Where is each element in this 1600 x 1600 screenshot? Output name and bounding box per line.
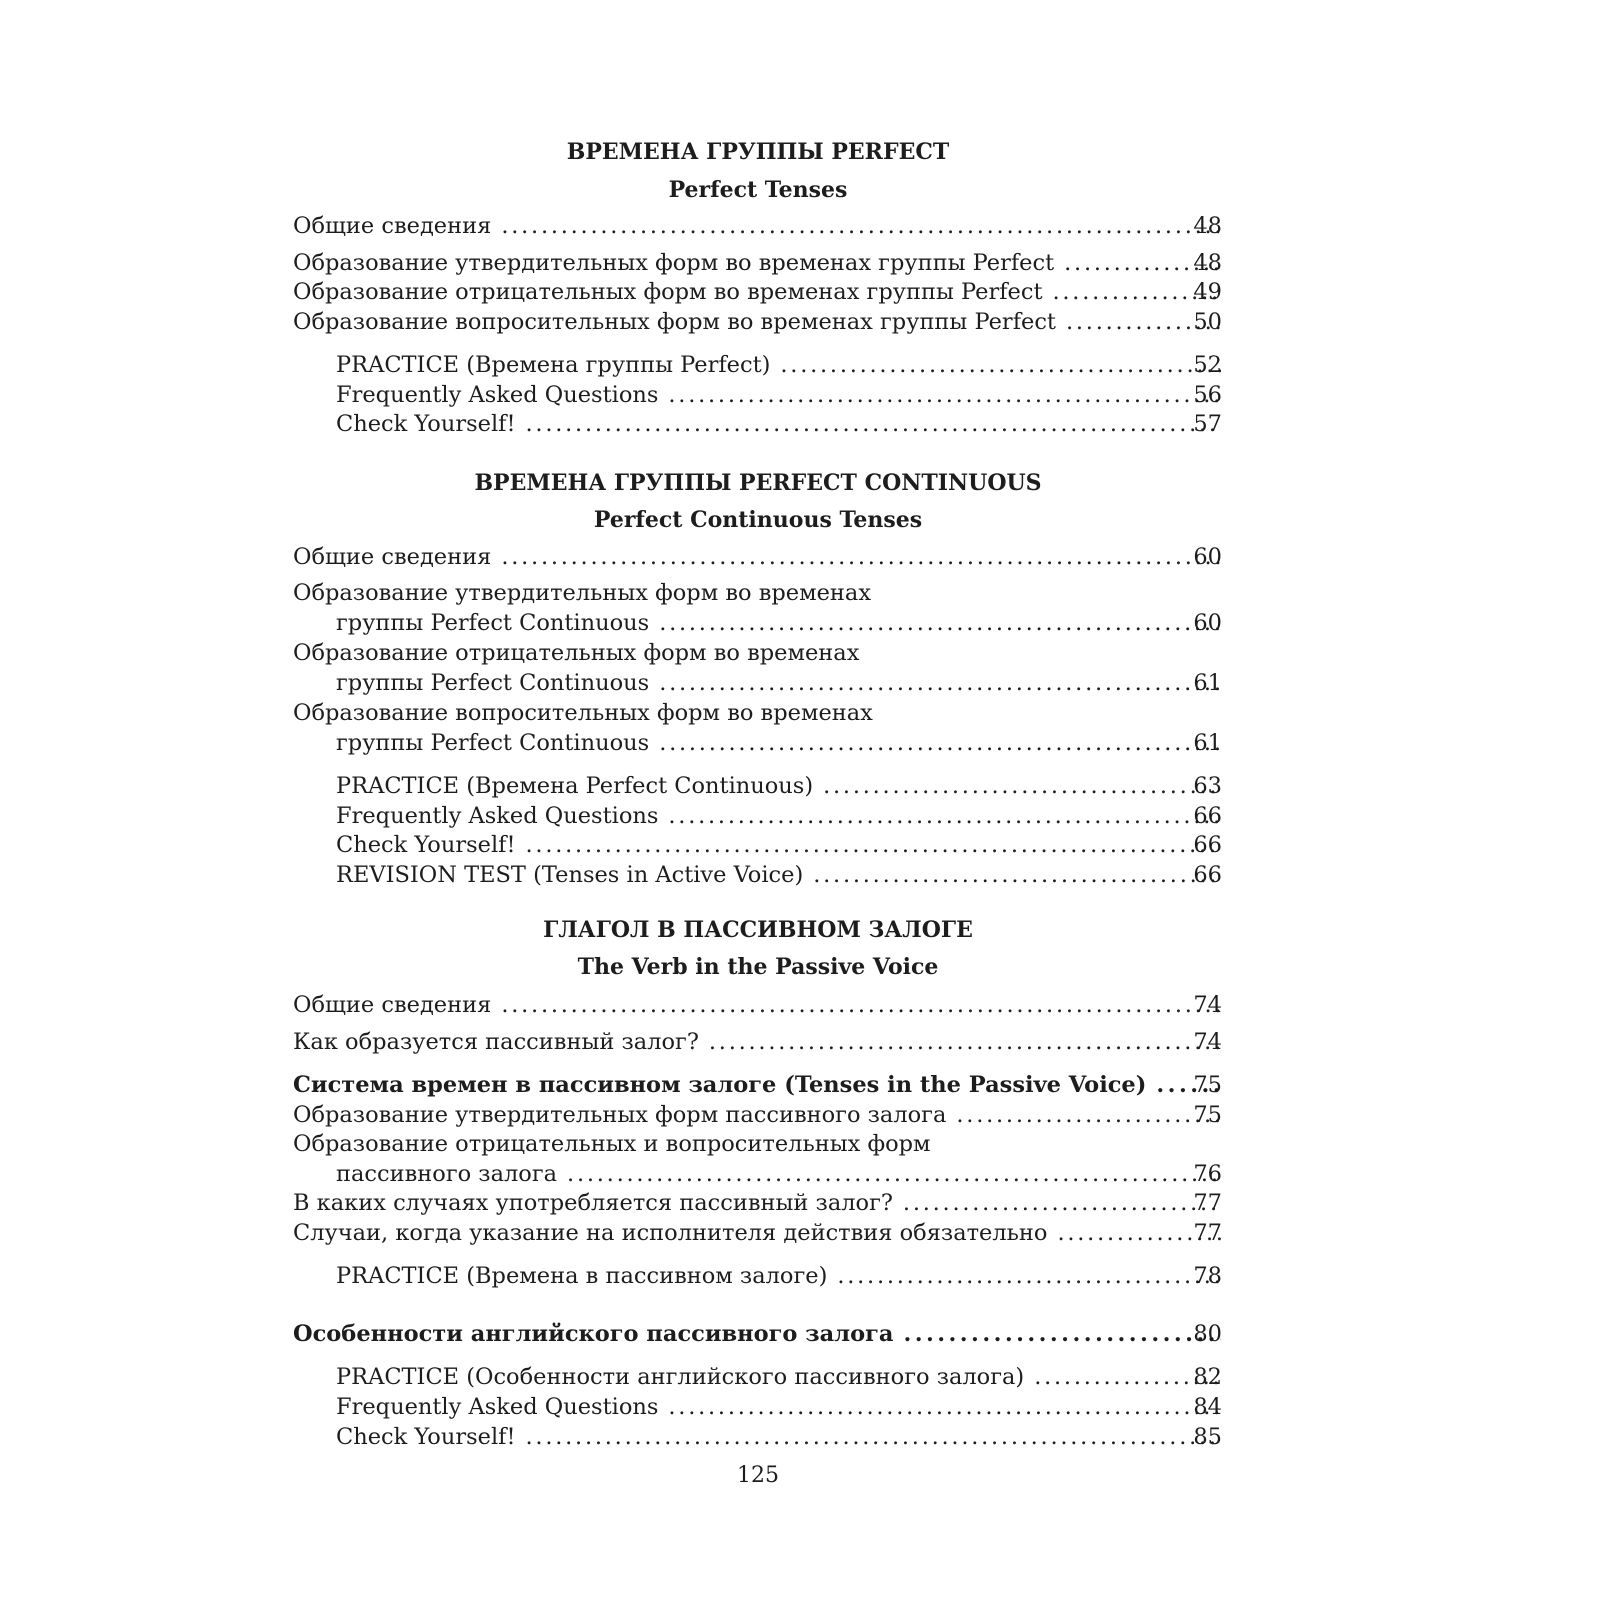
toc-entry[interactable]: [293, 1101, 1221, 1129]
page-number: 125: [737, 1463, 779, 1488]
toc-entry[interactable]: [293, 991, 1221, 1019]
entry-title: пассивного залога: [336, 1160, 567, 1188]
toc-entry[interactable]: [293, 308, 1221, 336]
leader-dots: [659, 729, 1221, 757]
leader-dots: [526, 831, 1221, 859]
toc-entry[interactable]: [293, 351, 1221, 379]
entry-page-number: 50: [1193, 309, 1222, 335]
entry-title: Frequently Asked Questions: [336, 1393, 668, 1421]
toc-entry[interactable]: [293, 861, 1221, 889]
entry-title: PRACTICE (Особенности английского пассивного залога): [336, 1363, 1034, 1391]
leader-dots: [813, 861, 1221, 889]
entry-page-number: 48: [1193, 250, 1222, 276]
leader-dots: [903, 1189, 1221, 1217]
entry-page-number: 60: [1193, 544, 1222, 570]
toc-entry[interactable]: [293, 1423, 1221, 1451]
entry-page-number: 77: [1193, 1190, 1222, 1216]
entry-page-number: 80: [1193, 1321, 1222, 1347]
toc-entry[interactable]: [293, 1028, 1221, 1056]
toc-entry[interactable]: [293, 1363, 1221, 1391]
entry-page-number: 61: [1193, 730, 1222, 756]
toc-entry[interactable]: [293, 1393, 1221, 1421]
entry-page-number: 57: [1193, 411, 1222, 437]
entry-title: Образование вопросительных форм во временах группы Perfect: [293, 308, 1066, 336]
entry-page-number: 66: [1193, 832, 1222, 858]
leader-dots: [501, 991, 1221, 1019]
entry-title: PRACTICE (Времена Perfect Continuous): [336, 772, 823, 800]
entry-page-number: 78: [1193, 1263, 1222, 1289]
entry-title: группы Perfect Continuous: [336, 669, 659, 697]
toc-entry[interactable]: [293, 1131, 1222, 1188]
toc-entry[interactable]: [293, 249, 1221, 277]
entry-title: Check Yourself!: [336, 831, 526, 859]
leader-dots: [659, 609, 1221, 637]
leader-dots: [659, 669, 1221, 697]
entry-title-first-line: Образование вопросительных форм во временах: [293, 700, 873, 726]
entry-page-number: 76: [1193, 1161, 1222, 1187]
entry-page-number: 75: [1193, 1072, 1222, 1098]
entry-title: PRACTICE (Времена в пассивном залоге): [336, 1262, 837, 1290]
entry-page-number: 60: [1193, 610, 1222, 636]
entry-page-number: 74: [1193, 992, 1222, 1018]
leader-dots: [837, 1262, 1221, 1290]
toc-entry[interactable]: [293, 802, 1221, 830]
entry-title: REVISION TEST (Tenses in Active Voice): [336, 861, 813, 889]
entry-title: Общие сведения: [293, 991, 501, 1019]
leader-dots: [709, 1028, 1221, 1056]
leader-dots: [823, 772, 1221, 800]
entry-title: Система времен в пассивном залоге (Tenses in the Passive Voice): [293, 1071, 1156, 1099]
section-title: ВРЕМЕНА ГРУППЫ PERFECT CONTINUOUS: [474, 470, 1042, 496]
entry-title-first-line: Образование отрицательных форм во временах: [293, 640, 860, 666]
toc-entry[interactable]: [293, 772, 1221, 800]
entry-page-number: 49: [1193, 279, 1222, 305]
entry-title: Check Yourself!: [336, 1423, 526, 1451]
entry-title: Образование утвердительных форм во временах группы Perfect: [293, 249, 1064, 277]
entry-title: Frequently Asked Questions: [336, 381, 668, 409]
entry-title: Образование отрицательных форм во временах группы Perfect: [293, 278, 1053, 306]
toc-entry[interactable]: [293, 1320, 1221, 1348]
toc-entry[interactable]: [293, 410, 1221, 438]
toc-entry[interactable]: [293, 1262, 1221, 1290]
leader-dots: [526, 410, 1221, 438]
entry-title: В каких случаях употребляется пассивный залог?: [293, 1189, 903, 1217]
entry-title: Frequently Asked Questions: [336, 802, 668, 830]
toc-entry[interactable]: [293, 543, 1221, 571]
entry-title: Общие сведения: [293, 543, 501, 571]
entry-page-number: 85: [1193, 1424, 1222, 1450]
entry-title: Общие сведения: [293, 212, 501, 240]
entry-title: PRACTICE (Времена группы Perfect): [336, 351, 780, 379]
leader-dots: [668, 381, 1221, 409]
entry-title: группы Perfect Continuous: [336, 609, 659, 637]
toc-entry[interactable]: [293, 1219, 1221, 1247]
toc-entry[interactable]: [293, 580, 1222, 637]
entry-title: Случаи, когда указание на исполнителя действия обязательно: [293, 1219, 1057, 1247]
entry-page-number: 52: [1193, 352, 1222, 378]
entry-page-number: 77: [1193, 1220, 1222, 1246]
section-title: ГЛАГОЛ В ПАССИВНОМ ЗАЛОГЕ: [543, 917, 973, 943]
leader-dots: [501, 212, 1221, 240]
entry-title: группы Perfect Continuous: [336, 729, 659, 757]
toc-entry[interactable]: [293, 640, 1222, 697]
entry-page-number: 56: [1193, 382, 1222, 408]
entry-page-number: 75: [1193, 1102, 1222, 1128]
toc-entry[interactable]: [293, 212, 1221, 240]
entry-title: Особенности английского пассивного залога: [293, 1320, 903, 1348]
section-subtitle: Perfect Tenses: [668, 177, 848, 203]
entry-title-first-line: Образование отрицательных и вопросительных форм: [293, 1131, 931, 1157]
leader-dots: [668, 1393, 1221, 1421]
entry-title: Образование утвердительных форм пассивного залога: [293, 1101, 956, 1129]
entry-page-number: 63: [1193, 773, 1222, 799]
section-title: ВРЕМЕНА ГРУППЫ PERFECT: [566, 139, 950, 165]
toc-entry[interactable]: [293, 381, 1221, 409]
leader-dots: [501, 543, 1221, 571]
entry-page-number: 82: [1193, 1364, 1222, 1390]
section-subtitle: Perfect Continuous Tenses: [593, 507, 923, 533]
entry-title: Как образуется пассивный залог?: [293, 1028, 709, 1056]
toc-entry[interactable]: [293, 831, 1221, 859]
entry-title-first-line: Образование утвердительных форм во временах: [293, 580, 872, 606]
leader-dots: [780, 351, 1221, 379]
entry-page-number: 74: [1193, 1029, 1222, 1055]
leader-dots: [526, 1423, 1221, 1451]
toc-entry[interactable]: [293, 1189, 1221, 1217]
leader-dots: [668, 802, 1221, 830]
toc-entry[interactable]: [293, 700, 1222, 757]
section-subtitle: The Verb in the Passive Voice: [577, 954, 939, 980]
entry-page-number: 84: [1193, 1394, 1222, 1420]
entry-page-number: 61: [1193, 670, 1222, 696]
entry-title: Check Yourself!: [336, 410, 526, 438]
toc-entry[interactable]: [293, 278, 1221, 306]
entry-page-number: 48: [1193, 213, 1222, 239]
entry-page-number: 66: [1193, 862, 1222, 888]
leader-dots: [567, 1160, 1221, 1188]
leader-dots: [903, 1320, 1221, 1348]
toc-entry[interactable]: [293, 1071, 1221, 1099]
entry-page-number: 66: [1193, 803, 1222, 829]
